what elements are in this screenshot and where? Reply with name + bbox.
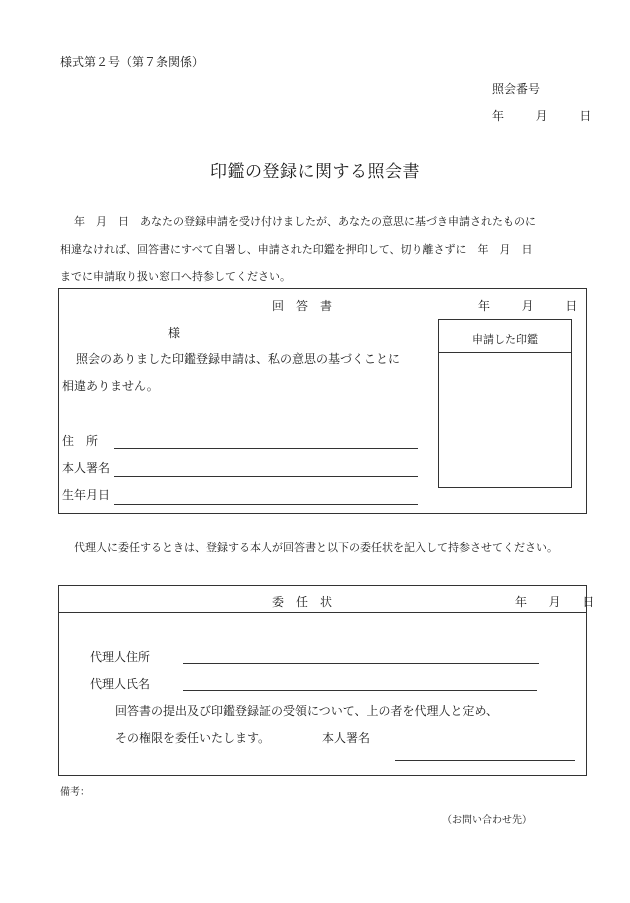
remarks-label: 備考： bbox=[60, 787, 90, 798]
header-date-day: 日 bbox=[579, 109, 592, 123]
form-number: 様式第２号（第７条関係） bbox=[60, 55, 205, 69]
response-date-month: 月 bbox=[521, 299, 534, 313]
principal-signature-field-line[interactable] bbox=[395, 760, 575, 761]
response-statement-line-2: 相違ありません。 bbox=[62, 379, 159, 393]
poa-date-day: 日 bbox=[582, 595, 595, 609]
response-date-year: 年 bbox=[478, 299, 491, 313]
poa-statement-line-1: 回答書の提出及び印鑑登録証の受領について、上の者を代理人と定め、 bbox=[115, 704, 499, 718]
agent-address-field-line[interactable] bbox=[183, 663, 539, 664]
power-of-attorney-date bbox=[515, 593, 594, 610]
poa-statement-line-2: その権限を委任いたします。 bbox=[115, 731, 271, 745]
address-label: 住 所 bbox=[62, 434, 99, 448]
power-of-attorney-header-divider bbox=[58, 612, 587, 613]
header-date-month: 月 bbox=[535, 109, 548, 123]
address-field-line[interactable] bbox=[114, 448, 418, 449]
agent-name-field-line[interactable] bbox=[183, 690, 537, 691]
document-title: 印鑑の登録に関する照会書 bbox=[210, 162, 420, 182]
agent-address-label: 代理人住所 bbox=[90, 650, 151, 664]
intro-line-3: までに申請取り扱い窓口へ持参してください。 bbox=[60, 270, 291, 283]
poa-date-month: 月 bbox=[548, 595, 561, 609]
birthdate-label: 生年月日 bbox=[62, 488, 111, 502]
intro-line-2: 相違なければ、回答書にすべて自署し、申請された印鑑を押印して、切り離さずに 年 月 日 bbox=[60, 243, 533, 256]
addressee-suffix: 様 bbox=[168, 326, 181, 340]
power-of-attorney-heading: 委 任 状 bbox=[272, 595, 333, 609]
response-date bbox=[478, 297, 577, 314]
response-date-day: 日 bbox=[565, 299, 578, 313]
intro-line-1: 年 月 日 あなたの登録申請を受け付けましたが、あなたの意思に基づき申請されたものに bbox=[74, 215, 536, 228]
signature-label: 本人署名 bbox=[62, 461, 111, 475]
contact-label: （お問い合わせ先） bbox=[442, 815, 532, 826]
agent-name-label: 代理人氏名 bbox=[90, 677, 151, 691]
signature-field-line[interactable] bbox=[114, 476, 418, 477]
reference-number-label: 照会番号 bbox=[492, 82, 541, 96]
proxy-note: 代理人に委任するときは、登録する本人が回答書と以下の委任状を記入して持参させてください。 bbox=[74, 541, 558, 554]
header-date bbox=[492, 107, 591, 124]
header-date-year: 年 bbox=[492, 109, 505, 123]
birthdate-field-line[interactable] bbox=[114, 504, 418, 505]
response-statement-line-1: 照会のありました印鑑登録申請は、私の意思の基づくことに bbox=[76, 352, 401, 366]
response-heading: 回 答 書 bbox=[272, 299, 333, 313]
seal-box-divider bbox=[438, 352, 572, 353]
seal-box-label: 申請した印鑑 bbox=[472, 333, 538, 346]
principal-signature-label: 本人署名 bbox=[322, 731, 371, 745]
poa-date-year: 年 bbox=[515, 595, 528, 609]
